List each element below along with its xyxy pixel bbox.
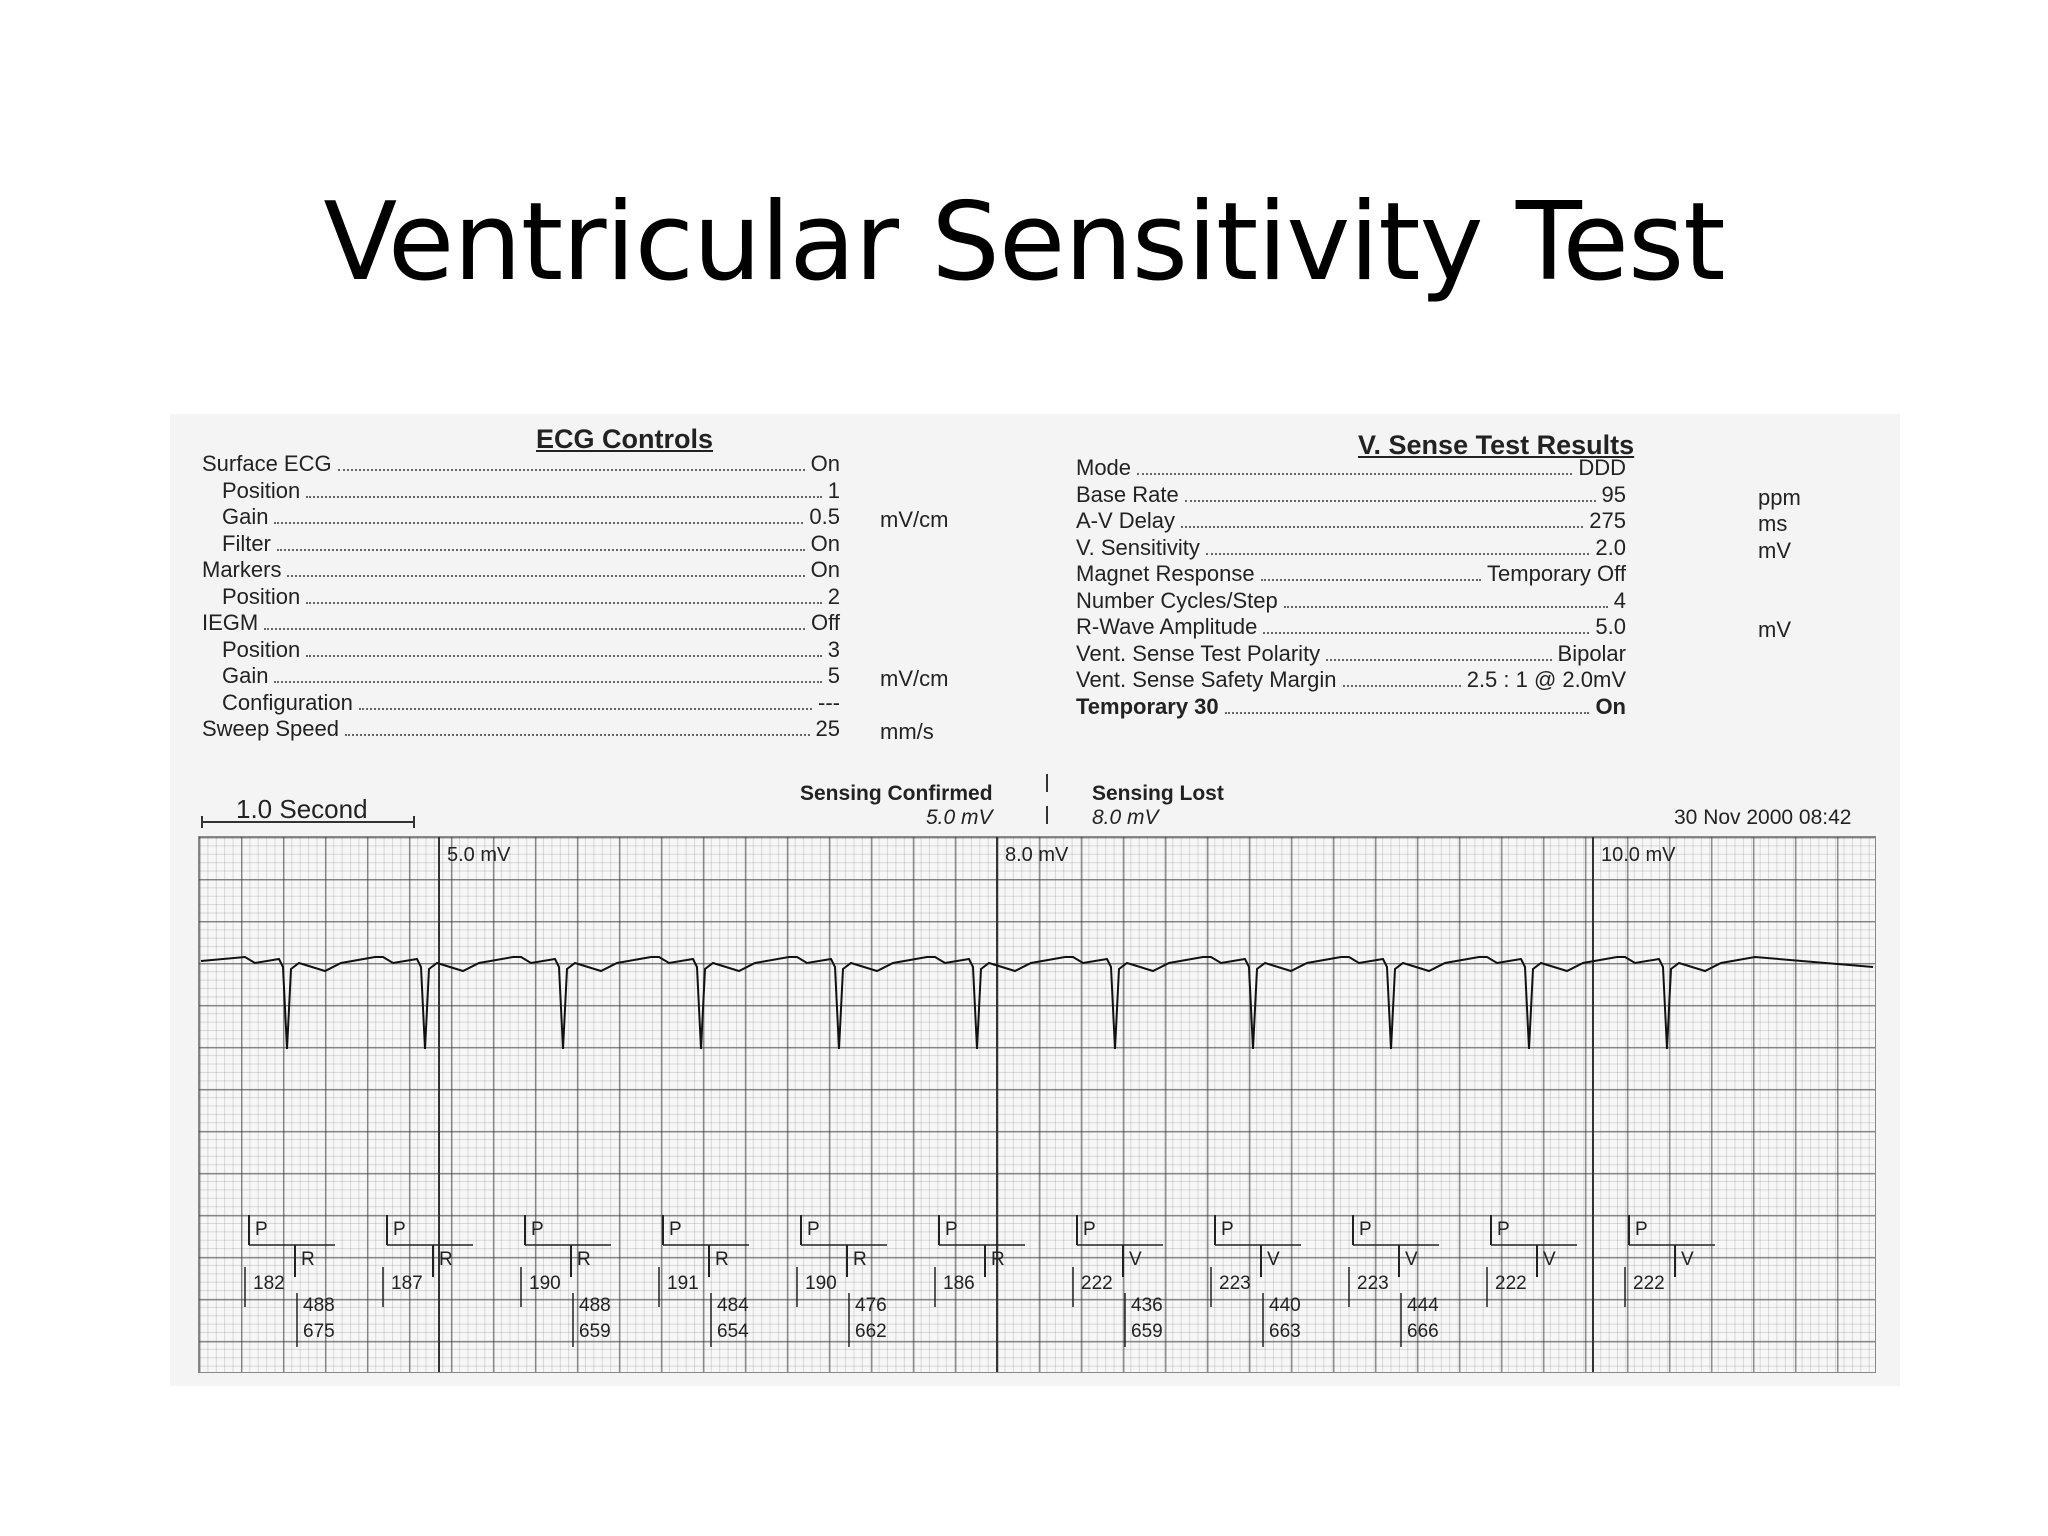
ecg-control-row — [222, 636, 840, 663]
leader-dots — [1225, 711, 1590, 714]
test-result-row — [1076, 587, 1626, 614]
v-marker-label: V — [1543, 1249, 1556, 1270]
test-result-unit: ms — [1758, 511, 1788, 536]
time-scale-bar — [200, 812, 420, 832]
leader-dots — [1343, 684, 1461, 687]
test-result-value: Bipolar — [1557, 640, 1626, 666]
ecg-control-label: Surface ECG — [202, 451, 332, 476]
test-result-row — [1076, 613, 1626, 640]
test-result-value: 275 — [1589, 508, 1626, 533]
test-result-label: Number Cycles/Step — [1076, 587, 1278, 613]
p-marker-label: P — [531, 1219, 544, 1240]
test-result-value: DDD — [1578, 455, 1626, 480]
sensitivity-level-label: 5.0 mV — [447, 844, 511, 866]
ecg-control-value: 25 — [815, 716, 840, 741]
leader-dots — [338, 468, 805, 471]
test-result-value: 95 — [1601, 481, 1626, 507]
ecg-control-row — [222, 689, 840, 716]
ecg-control-label: Position — [222, 636, 301, 662]
test-result-row — [1076, 507, 1626, 534]
leader-dots — [306, 495, 821, 498]
p-marker-label: P — [255, 1219, 268, 1240]
leader-dots — [274, 680, 821, 683]
av-interval: 476 — [855, 1295, 887, 1316]
p-marker-label: P — [807, 1219, 820, 1240]
aa-interval: 222 — [1081, 1273, 1113, 1294]
timestamp: 30 Nov 2000 08:42 — [1674, 806, 1852, 829]
test-result-unit: mV — [1758, 537, 1791, 563]
leader-dots — [274, 521, 803, 524]
aa-interval: 223 — [1357, 1273, 1389, 1294]
leader-dots — [1326, 658, 1551, 661]
test-result-row — [1076, 693, 1626, 720]
vv-interval: 663 — [1269, 1321, 1301, 1342]
aa-interval: 182 — [253, 1273, 285, 1294]
test-result-value: 2.0 — [1595, 534, 1626, 560]
sensing-confirmed-label: Sensing Confirmed — [800, 782, 993, 805]
ecg-control-label: Gain — [222, 504, 269, 529]
vv-interval: 666 — [1407, 1321, 1439, 1342]
aa-interval: 187 — [391, 1273, 423, 1294]
aa-interval: 222 — [1495, 1273, 1527, 1294]
leader-dots — [1181, 525, 1583, 528]
test-result-label: Mode — [1076, 455, 1132, 480]
av-interval: 488 — [303, 1295, 335, 1316]
ecg-control-value: On — [810, 530, 840, 556]
p-marker-label: P — [1359, 1219, 1372, 1240]
vv-interval: 654 — [717, 1321, 749, 1342]
ecg-control-label: Gain — [222, 663, 269, 688]
ecg-control-label: Sweep Speed — [202, 716, 339, 741]
test-result-value: 4 — [1613, 587, 1626, 613]
p-marker-label: P — [393, 1219, 406, 1240]
test-result-unit: ppm — [1758, 484, 1801, 510]
ecg-control-value: 0.5 — [809, 504, 840, 529]
aa-interval: 223 — [1219, 1273, 1251, 1294]
ecg-control-row — [222, 530, 840, 557]
leader-dots — [1261, 578, 1481, 581]
ecg-control-label: Filter — [222, 530, 271, 556]
ecg-control-value: 3 — [827, 636, 840, 662]
ecg-strip-drawing — [199, 837, 1875, 1372]
test-result-row — [1076, 666, 1626, 693]
v-marker-label: V — [1267, 1249, 1280, 1270]
aa-interval: 222 — [1633, 1273, 1665, 1294]
v-marker-label: R — [439, 1249, 453, 1270]
leader-dots — [1185, 499, 1596, 502]
vv-interval: 662 — [855, 1321, 887, 1342]
sensing-divider — [1046, 774, 1048, 792]
ecg-control-row — [202, 609, 840, 636]
ecg-control-label: Position — [222, 477, 301, 503]
ecg-control-value: --- — [818, 689, 840, 715]
programmer-printout — [170, 414, 1900, 1386]
av-interval: 436 — [1131, 1295, 1163, 1316]
ecg-control-label: Configuration — [222, 689, 353, 715]
leader-dots — [1137, 472, 1572, 475]
p-marker-label: P — [1221, 1219, 1234, 1240]
test-result-value: 2.5 : 1 @ 2.0mV — [1466, 667, 1626, 692]
ecg-control-row — [222, 477, 840, 504]
sensitivity-level-label: 10.0 mV — [1601, 844, 1676, 866]
test-result-label: Vent. Sense Safety Margin — [1076, 667, 1337, 692]
v-marker-label: V — [1681, 1249, 1694, 1270]
test-result-label: Temporary 30 — [1076, 693, 1219, 719]
aa-interval: 190 — [805, 1273, 837, 1294]
test-result-row — [1076, 534, 1626, 561]
leader-dots — [264, 627, 805, 630]
leader-dots — [306, 654, 821, 657]
ecg-control-row — [202, 556, 840, 583]
test-result-row — [1076, 560, 1626, 587]
ecg-control-label: IEGM — [202, 610, 259, 635]
aa-interval: 190 — [529, 1273, 561, 1294]
av-interval: 444 — [1407, 1295, 1439, 1316]
test-result-unit: mV — [1758, 617, 1791, 642]
leader-dots — [359, 707, 812, 710]
sensing-confirmed-value: 5.0 mV — [926, 806, 993, 829]
ecg-control-label: Markers — [202, 557, 282, 582]
sensitivity-level-label: 8.0 mV — [1005, 844, 1069, 866]
ecg-control-value: 1 — [827, 477, 840, 503]
vv-interval: 675 — [303, 1321, 335, 1342]
leader-dots — [277, 548, 805, 551]
sensing-lost-label: Sensing Lost — [1092, 782, 1224, 805]
ecg-control-value: 2 — [827, 583, 840, 609]
test-result-row — [1076, 481, 1626, 508]
ecg-control-label: Position — [222, 583, 301, 609]
vv-interval: 659 — [1131, 1321, 1163, 1342]
p-marker-label: P — [1497, 1219, 1510, 1240]
p-marker-label: P — [1083, 1219, 1096, 1240]
sensing-lost-value: 8.0 mV — [1092, 806, 1159, 829]
leader-dots — [1206, 552, 1589, 555]
ecg-trace — [201, 957, 1873, 1049]
v-marker-label: R — [715, 1249, 729, 1270]
test-result-label: V. Sensitivity — [1076, 534, 1200, 560]
sensing-divider-lower — [1046, 806, 1048, 824]
v-marker-label: R — [577, 1249, 591, 1270]
slide-title: Ventricular Sensitivity Test — [323, 180, 1725, 305]
test-result-label: Base Rate — [1076, 481, 1179, 507]
time-scale-label: 1.0 Second — [236, 794, 368, 824]
ecg-control-row — [222, 503, 840, 530]
v-marker-label: V — [1405, 1249, 1418, 1270]
ecg-control-row — [222, 662, 840, 689]
test-result-value: Temporary Off — [1487, 561, 1626, 586]
ecg-control-row — [222, 583, 840, 610]
ecg-control-unit: mV/cm — [880, 507, 949, 532]
av-interval: 484 — [717, 1295, 749, 1316]
leader-dots — [1263, 631, 1589, 634]
vv-interval: 659 — [579, 1321, 611, 1342]
p-marker-label: P — [1635, 1219, 1648, 1240]
test-result-value: 5.0 — [1595, 614, 1626, 639]
p-marker-label: P — [669, 1219, 682, 1240]
test-results-heading: V. Sense Test Results — [1358, 430, 1635, 460]
v-marker-label: R — [301, 1249, 315, 1270]
aa-interval: 186 — [943, 1273, 975, 1294]
test-result-label: Magnet Response — [1076, 561, 1255, 586]
leader-dots — [345, 733, 810, 736]
ecg-controls-heading: ECG Controls — [536, 424, 714, 454]
v-marker-label: R — [991, 1249, 1005, 1270]
aa-interval: 191 — [667, 1273, 699, 1294]
test-result-label: Vent. Sense Test Polarity — [1076, 640, 1321, 666]
test-result-row — [1076, 640, 1626, 667]
test-result-row — [1076, 454, 1626, 481]
av-interval: 488 — [579, 1295, 611, 1316]
test-result-value: On — [1595, 693, 1626, 719]
av-interval: 440 — [1269, 1295, 1301, 1316]
v-marker-label: V — [1129, 1249, 1142, 1270]
ecg-control-value: On — [810, 451, 840, 476]
test-result-label: R-Wave Amplitude — [1076, 614, 1258, 639]
ecg-control-row — [202, 450, 840, 477]
ecg-control-unit: mm/s — [880, 719, 934, 744]
leader-dots — [287, 574, 804, 577]
ecg-control-value: Off — [811, 610, 840, 635]
leader-dots — [306, 601, 821, 604]
ecg-control-unit: mV/cm — [880, 666, 949, 691]
ecg-control-value: 5 — [827, 663, 840, 688]
ecg-control-value: On — [810, 557, 840, 582]
test-result-label: A-V Delay — [1076, 508, 1176, 533]
ecg-strip — [198, 836, 1876, 1373]
leader-dots — [1284, 605, 1608, 608]
ecg-control-row — [202, 715, 840, 742]
v-marker-label: R — [853, 1249, 867, 1270]
p-marker-label: P — [945, 1219, 958, 1240]
